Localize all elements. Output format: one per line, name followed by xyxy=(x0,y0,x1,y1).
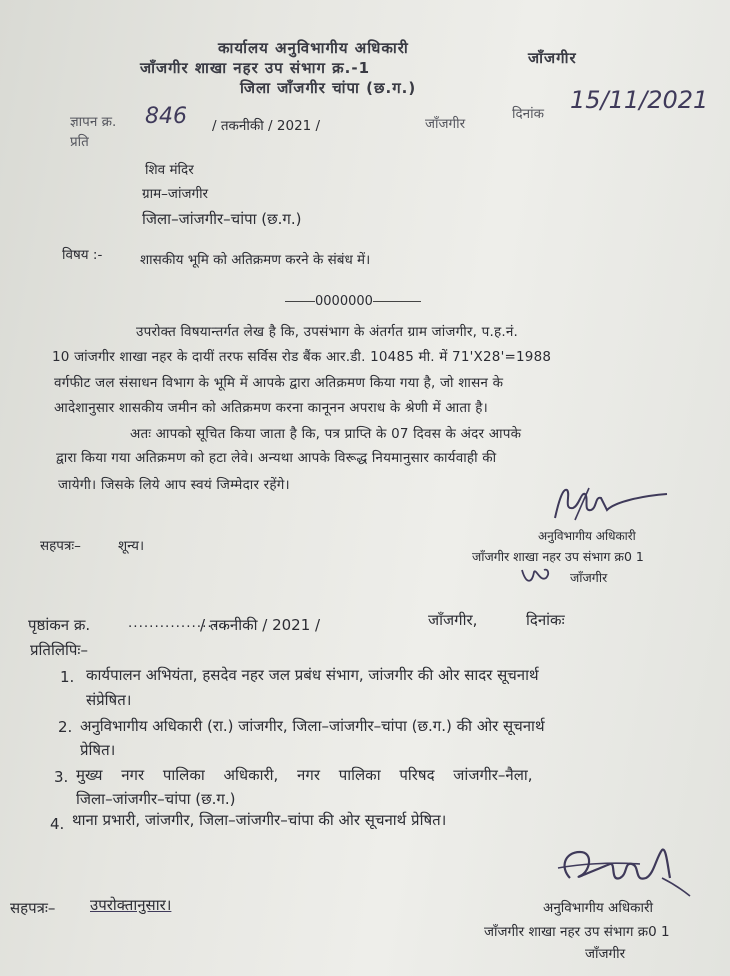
body-line-2: 10 जांजगीर शाखा नहर के दायीं तरफ सर्विस रोड बैंक आर.डी. 10485 मी. में 71'X28'=1988 xyxy=(52,349,552,365)
copy-3-line-1: मुख्य नगर पालिका अधिकारी, नगर पालिका परिषद जांजगीर–नैला, xyxy=(76,766,533,784)
copy-3-line-2: जिला–जांजगीर–चांपा (छ.ग.) xyxy=(76,790,236,808)
enclosure-2-label: सहपत्रः– xyxy=(10,899,56,917)
body-line-7: जायेगी। जिसके लिये आप स्वयं जिम्मेदार रहेंगे। xyxy=(58,477,290,493)
enclosure-1-label: सहपत्रः– xyxy=(40,538,81,554)
signature-2-scribble xyxy=(550,838,700,900)
body-line-6: द्वारा किया गया अतिक्रमण को हटा लेवे। अन्यथा आपके विरूद्ध नियमानुसार कार्यवाही की xyxy=(56,450,497,466)
copy-4-line-1: थाना प्रभारी, जांजगीर, जिला–जांजगीर–चांपा की ओर सूचनार्थ प्रेषित। xyxy=(72,811,447,829)
body-line-4: आदेशानुसार शासकीय जमीन को अतिक्रमण करना कानूनन अपराध के श्रेणी में आता है। xyxy=(54,400,488,416)
endorsement-place: जाँजगीर, xyxy=(428,611,478,629)
copy-3-number: 3. xyxy=(54,768,69,786)
signature-1-title: अनुविभागीय अधिकारी xyxy=(538,529,636,543)
subject-text: शासकीय भूमि को अतिक्रमण करने के संबंध में। xyxy=(140,252,371,268)
prati-label: प्रति xyxy=(70,134,89,150)
signature-1-scribble xyxy=(545,480,675,530)
copy-to-label: प्रतिलिपिः– xyxy=(30,641,88,659)
memo-place: जाँजगीर xyxy=(425,116,466,132)
copy-1-number: 1. xyxy=(60,668,75,686)
signature-2-title: अनुविभागीय अधिकारी xyxy=(543,900,654,916)
copy-2-line-1: अनुविभागीय अधिकारी (रा.) जांजगीर, जिला–जांजगीर–चांपा (छ.ग.) की ओर सूचनार्थ xyxy=(80,717,545,735)
signature-1-office: जाँजगीर शाखा नहर उप संभाग क्र0 1 xyxy=(472,549,644,564)
signature-2-place: जाँजगीर xyxy=(585,946,626,962)
office-branch: जाँजगीर शाखा नहर उप संभाग क्र.-1 xyxy=(140,59,371,77)
endorsement-dots: ................... xyxy=(128,615,229,631)
endorsement-suffix: / तकनीकी / 2021 / xyxy=(200,616,321,634)
subject-label: विषय :- xyxy=(62,247,103,263)
memo-date-label: दिनांक xyxy=(512,106,545,122)
memo-suffix: / तकनीकी / 2021 / xyxy=(212,118,321,134)
recipient-line-2: ग्राम–जांजगीर xyxy=(142,186,209,202)
office-district: जिला जाँजगीर चांपा (छ.ग.) xyxy=(240,79,417,97)
copy-4-number: 4. xyxy=(50,815,65,833)
body-line-1: उपरोक्त विषयान्तर्गत लेख है कि, उपसंभाग के अंतर्गत ग्राम जांजगीर, प.ह.नं. xyxy=(136,324,519,340)
signature-2-office: जाँजगीर शाखा नहर उप संभाग क्र0 1 xyxy=(484,924,670,940)
body-line-3: वर्गफीट जल संसाधन विभाग के भूमि में आपके द्वारा अतिक्रमण किया गया है, जो शासन के xyxy=(54,375,504,391)
divider-text: 0000000 xyxy=(315,294,373,309)
endorsement-label: पृष्ठांकन क्र. xyxy=(28,616,91,634)
enclosure-1-value: शून्य। xyxy=(118,538,145,554)
signature-1-place: जाँजगीर xyxy=(570,570,608,585)
initials-scribble xyxy=(518,564,554,588)
office-place: जाँजगीर xyxy=(528,49,577,67)
copy-2-line-2: प्रेषित। xyxy=(80,741,116,759)
memo-date: 15/11/2021 xyxy=(570,86,709,114)
recipient-line-3: जिला–जांजगीर–चांपा (छ.ग.) xyxy=(142,210,302,228)
copy-1-line-1: कार्यपालन अभियंता, हसदेव नहर जल प्रबंध संभाग, जांजगीर की ओर सादर सूचनार्थ xyxy=(86,666,539,684)
endorsement-date-label: दिनांकः xyxy=(526,611,565,629)
memo-number: 846 xyxy=(145,104,187,129)
body-line-5: अतः आपको सूचित किया जाता है कि, पत्र प्राप्ति के 07 दिवस के अंदर आपके xyxy=(130,426,522,442)
office-title: कार्यालय अनुविभागीय अधिकारी xyxy=(218,39,409,57)
enclosure-2-value: उपरोक्तानुसार। xyxy=(90,896,172,914)
divider xyxy=(285,294,421,309)
copy-2-number: 2. xyxy=(58,718,73,736)
recipient-line-1: शिव मंदिर xyxy=(145,162,194,178)
copy-1-line-2: संप्रेषित। xyxy=(86,691,132,709)
memo-label: ज्ञापन क्र. xyxy=(70,114,117,130)
